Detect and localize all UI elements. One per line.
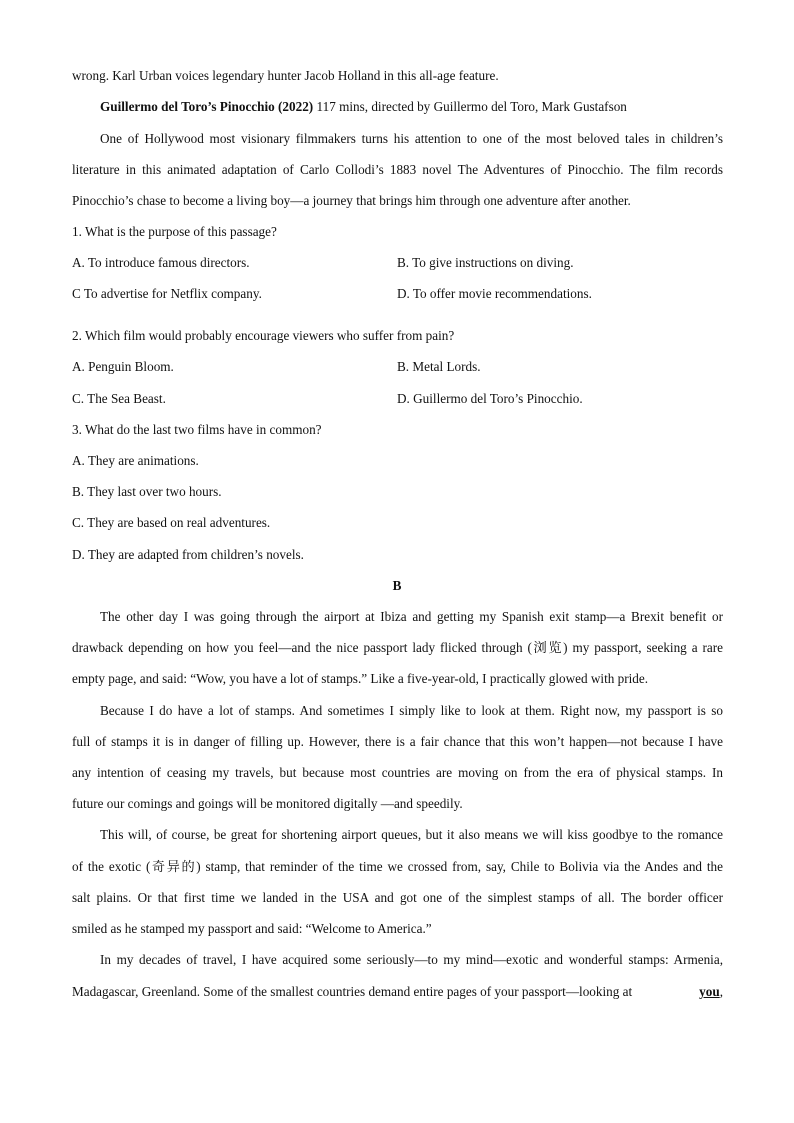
question-3-option-b: B. They last over two hours. [72,484,222,499]
question-3-option-a: A. They are animations. [72,453,199,468]
question-1-option-a: A. To introduce famous directors. [72,255,250,270]
passage-a-line: wrong. Karl Urban voices legendary hunter Jacob Holland in this all-age feature. [72,68,499,83]
paragraph-line [72,984,723,1000]
question-1: 1. What is the purpose of this passage? [72,224,277,239]
paragraph-line: One of Hollywood most visionary filmmakers turns his attention to one of the most beloved tales in children’s [100,131,723,146]
question-2-option-d: D. Guillermo del Toro’s Pinocchio. [397,391,583,406]
section-heading-b: B [392,578,402,593]
paragraph-line: Because I do have a lot of stamps. And sometimes I simply like to look at them. Right now, my passport is so [100,703,723,718]
question-2-option-b: B. Metal Lords. [397,359,481,374]
punctuation: , [719,984,723,999]
question-3-option-c: C. They are based on real adventures. [72,515,271,530]
paragraph-line: drawback depending on how you feel—and the nice passport lady flicked through (浏览) my passport, seeking a rare [72,640,723,655]
paragraph-line: empty page, and said: “Wow, you have a lot of stamps.” Like a five-year-old, I practically glowed with pride. [72,671,649,686]
paragraph-line: The other day I was going through the airport at Ibiza and getting my Spanish exit stamp—a Brexit benefit or [100,609,723,624]
question-2: 2. Which film would probably encourage viewers who suffer from pain? [72,328,455,343]
film-meta: 117 mins, directed by Guillermo del Toro, Mark Gustafson [313,99,627,114]
paragraph-line: any intention of ceasing my travels, but because most countries are moving on from the era of physical stamps. In [72,765,723,780]
paragraph-line: full of stamps it is in danger of filling up. However, there is a fair chance that this won’t happen—not because I have [72,734,723,749]
question-1-option-b: B. To give instructions on diving. [397,255,574,270]
paragraph-line: This will, of course, be great for shortening airport queues, but it also means we will kiss goodbye to the romance [100,827,723,842]
paragraph-line: salt plains. Or that first time we landed in the USA and got one of the simplest stamps of all. The border officer [72,890,723,905]
paragraph-line: In my decades of travel, I have acquired some seriously—to my mind—exotic and wonderful stamps: Armenia, [100,952,723,967]
paragraph-line: smiled as he stamped my passport and said: “Welcome to America.” [72,921,432,936]
question-1-option-d: D. To offer movie recommendations. [397,286,592,301]
paragraph-line: future our comings and goings will be monitored digitally —and speedily. [72,796,463,811]
question-3: 3. What do the last two films have in common? [72,422,322,437]
paragraph-line: literature in this animated adaptation of Carlo Collodi’s 1883 novel The Adventures of Pinocchio. The film records [72,162,723,177]
film-entry-heading [100,99,723,115]
underlined-word: you [699,984,720,999]
question-2-option-a: A. Penguin Bloom. [72,359,174,374]
question-2-option-c: C. The Sea Beast. [72,391,166,406]
paragraph-line: Pinocchio’s chase to become a living boy—a journey that brings him through one adventure after another. [72,193,631,208]
question-1-option-c: C To advertise for Netflix company. [72,286,262,301]
question-3-option-d: D. They are adapted from children’s novels. [72,547,304,562]
paragraph-line: of the exotic (奇异的) stamp, that reminder of the time we crossed from, say, Chile to Bolivia via the Andes and the [72,859,723,874]
film-title: Guillermo del Toro’s Pinocchio (2022) [100,99,314,114]
paragraph-text: Madagascar, Greenland. Some of the smallest countries demand entire pages of your passport—looking at [72,984,633,999]
